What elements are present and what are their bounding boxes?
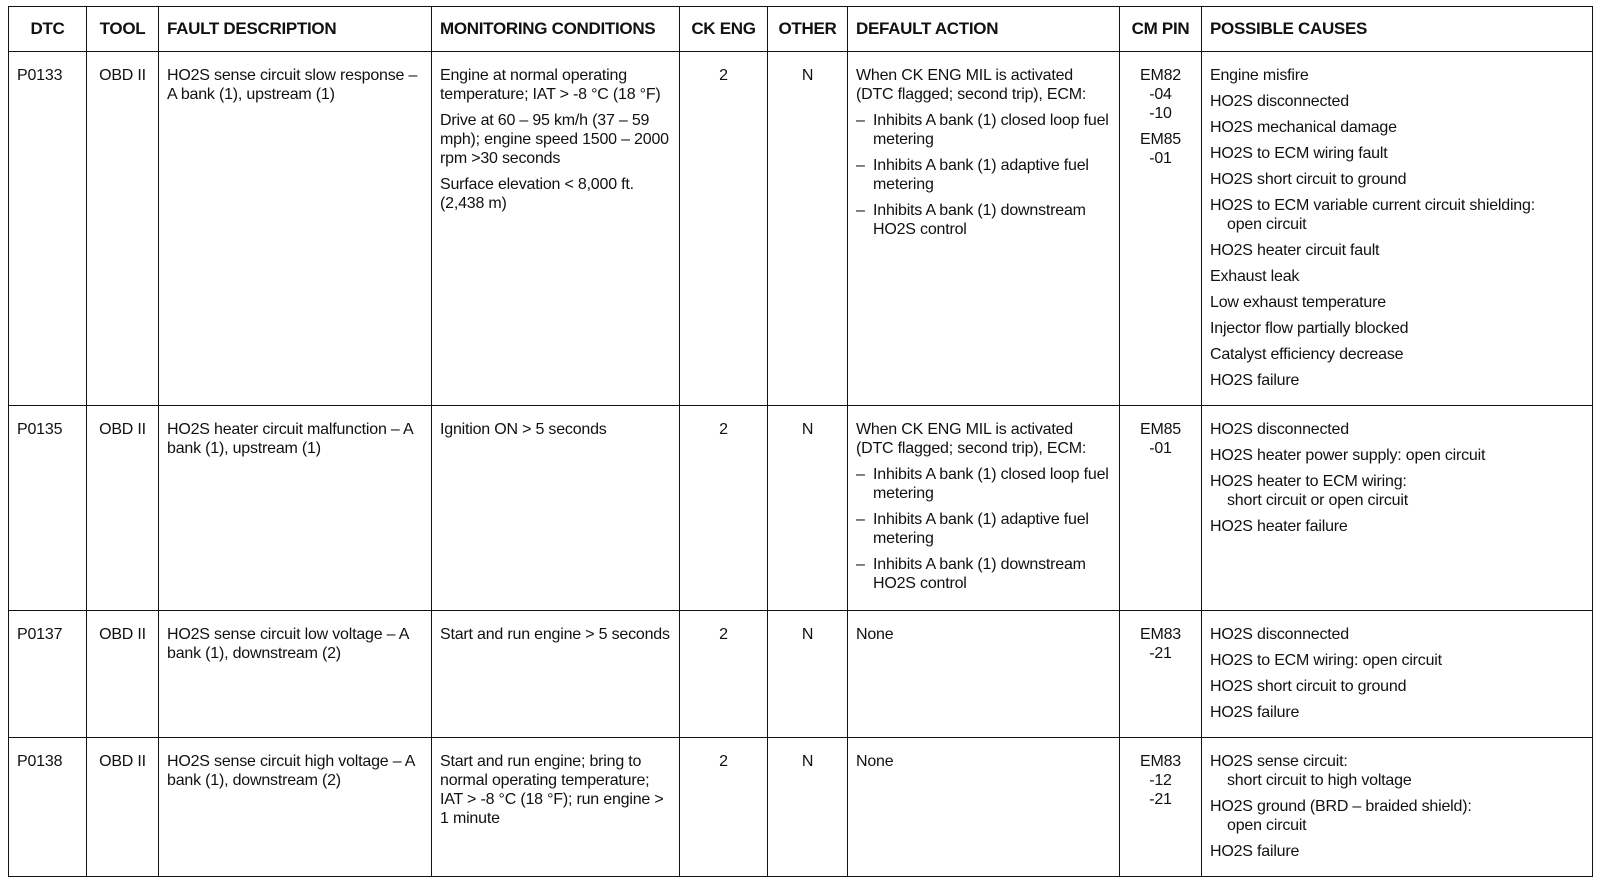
- header-other: OTHER: [768, 7, 848, 52]
- monitoring-conditions-cell: [432, 52, 680, 406]
- monitoring-paragraph: Drive at 60 – 95 km/h (37 – 59 mph); engine speed 1500 – 2000 rpm >30 seconds: [440, 112, 669, 167]
- monitoring-paragraph: Surface elevation < 8,000 ft. (2,438 m): [440, 176, 634, 212]
- cause-text: Engine misfire: [1210, 67, 1309, 84]
- cause-item: [1210, 170, 1584, 189]
- pin-value: -10: [1149, 105, 1172, 122]
- cause-text: Injector flow partially blocked: [1210, 320, 1409, 337]
- pin-value: -21: [1149, 645, 1172, 662]
- fault-line: HO2S sense circuit high voltage – A bank (1), downstream (2): [167, 753, 415, 789]
- cause-item: [1210, 241, 1584, 260]
- possible-causes-cell: [1202, 52, 1593, 406]
- cause-item: [1210, 267, 1584, 286]
- possible-causes-cell: [1202, 406, 1593, 611]
- fault-description-cell: [159, 52, 432, 406]
- other-cell: N: [768, 52, 848, 406]
- bullet-dash: –: [856, 466, 865, 483]
- header-tool: TOOL: [87, 7, 159, 52]
- bullet-dash: –: [856, 112, 865, 129]
- pin-value: EM85: [1140, 421, 1181, 438]
- default-action-cell: [848, 611, 1120, 738]
- pin-value: -04: [1149, 86, 1172, 103]
- bullet-dash: –: [856, 157, 865, 174]
- pin-value: -01: [1149, 150, 1172, 167]
- cause-item: [1210, 118, 1584, 137]
- tool-cell: OBD II: [87, 406, 159, 611]
- cause-text: Exhaust leak: [1210, 268, 1300, 285]
- dtc-cell: P0135: [9, 406, 87, 611]
- bullet-text: Inhibits A bank (1) closed loop fuel metering: [873, 466, 1109, 502]
- ck-eng-cell: 2: [680, 52, 768, 406]
- dtc-table-container: [8, 6, 1592, 877]
- cm-pin-cell: [1120, 406, 1202, 611]
- default-action-bullet: [856, 465, 1111, 503]
- table-row: [9, 611, 1593, 738]
- cause-item: [1210, 446, 1584, 465]
- table-row: [9, 52, 1593, 406]
- cause-item: [1210, 651, 1584, 670]
- header-row: [9, 7, 1593, 52]
- ck-eng-cell: 2: [680, 738, 768, 877]
- dtc-cell: P0137: [9, 611, 87, 738]
- fault-description-cell: [159, 406, 432, 611]
- cause-text: Catalyst efficiency decrease: [1210, 346, 1404, 363]
- cause-text: HO2S failure: [1210, 843, 1300, 860]
- fault-line: HO2S sense circuit slow response –: [167, 67, 418, 84]
- cause-item: [1210, 677, 1584, 696]
- header-cm-pin: CM PIN: [1120, 7, 1202, 52]
- cause-item: [1210, 420, 1584, 439]
- cause-text: HO2S to ECM variable current circuit shielding:: [1210, 197, 1535, 214]
- pin-value: EM83: [1140, 753, 1181, 770]
- default-action-bullet: [856, 156, 1111, 194]
- monitoring-paragraph: Ignition ON > 5 seconds: [440, 421, 607, 438]
- cause-text: HO2S to ECM wiring fault: [1210, 145, 1388, 162]
- pin-value: EM85: [1140, 131, 1181, 148]
- cause-text: HO2S short circuit to ground: [1210, 171, 1407, 188]
- pin-group: [1122, 752, 1199, 809]
- bullet-dash: –: [856, 511, 865, 528]
- dtc-cell: P0133: [9, 52, 87, 406]
- monitoring-paragraph: Start and run engine > 5 seconds: [440, 626, 670, 643]
- bullet-dash: –: [856, 202, 865, 219]
- monitoring-paragraph: Engine at normal operating temperature; IAT > -8 °C (18 °F): [440, 67, 661, 103]
- tool-cell: OBD II: [87, 611, 159, 738]
- default-action-bullet: [856, 201, 1111, 239]
- other-cell: N: [768, 738, 848, 877]
- default-action-intro: When CK ENG MIL is activated (DTC flagged; second trip), ECM:: [856, 67, 1087, 103]
- tool-cell: OBD II: [87, 738, 159, 877]
- bullet-dash: –: [856, 556, 865, 573]
- pin-value: EM82: [1140, 67, 1181, 84]
- pin-value: -01: [1149, 440, 1172, 457]
- fault-line: A bank (1), upstream (1): [167, 86, 335, 103]
- header-default-action: DEFAULT ACTION: [848, 7, 1120, 52]
- fault-description-cell: [159, 738, 432, 877]
- pin-group: [1122, 420, 1199, 458]
- cause-text: HO2S failure: [1210, 372, 1300, 389]
- cause-item: [1210, 472, 1584, 510]
- default-action-bullet: [856, 555, 1111, 593]
- fault-line: HO2S heater circuit malfunction – A bank (1), upstream (1): [167, 421, 413, 457]
- fault-description-cell: [159, 611, 432, 738]
- ck-eng-cell: 2: [680, 611, 768, 738]
- bullet-text: Inhibits A bank (1) downstream HO2S control: [873, 556, 1086, 592]
- cause-text: HO2S disconnected: [1210, 93, 1349, 110]
- cause-item: [1210, 625, 1584, 644]
- default-action-intro: When CK ENG MIL is activated (DTC flagged; second trip), ECM:: [856, 421, 1087, 457]
- cause-item: [1210, 144, 1584, 163]
- dtc-cell: P0138: [9, 738, 87, 877]
- pin-value: -12: [1149, 772, 1172, 789]
- cause-text: HO2S mechanical damage: [1210, 119, 1397, 136]
- cause-continuation: short circuit or open circuit: [1227, 492, 1408, 509]
- cause-text: HO2S heater failure: [1210, 518, 1348, 535]
- default-action-intro: None: [856, 753, 894, 770]
- default-action-bullet: [856, 510, 1111, 548]
- other-cell: N: [768, 406, 848, 611]
- default-action-cell: [848, 52, 1120, 406]
- pin-group: [1122, 625, 1199, 663]
- header-possible-causes: POSSIBLE CAUSES: [1202, 7, 1593, 52]
- cause-continuation: open circuit: [1227, 817, 1307, 834]
- cause-text: HO2S sense circuit:: [1210, 753, 1348, 770]
- tool-cell: OBD II: [87, 52, 159, 406]
- cause-text: HO2S failure: [1210, 704, 1300, 721]
- cause-text: HO2S heater power supply: open circuit: [1210, 447, 1486, 464]
- cause-text: HO2S heater circuit fault: [1210, 242, 1380, 259]
- monitoring-paragraph: Start and run engine; bring to normal operating temperature; IAT > -8 °C (18 °F); run engine > 1 minute: [440, 753, 664, 827]
- cause-item: [1210, 293, 1584, 312]
- default-action-cell: [848, 738, 1120, 877]
- monitoring-conditions-cell: [432, 406, 680, 611]
- bullet-text: Inhibits A bank (1) adaptive fuel metering: [873, 511, 1089, 547]
- possible-causes-cell: [1202, 611, 1593, 738]
- header-ck-eng: CK ENG: [680, 7, 768, 52]
- fault-line: HO2S sense circuit low voltage – A bank (1), downstream (2): [167, 626, 409, 662]
- default-action-cell: [848, 406, 1120, 611]
- table-body: [9, 52, 1593, 877]
- table-row: [9, 738, 1593, 877]
- cause-item: [1210, 345, 1584, 364]
- possible-causes-cell: [1202, 738, 1593, 877]
- cause-item: [1210, 842, 1584, 861]
- cause-continuation: short circuit to high voltage: [1227, 772, 1412, 789]
- table-row: [9, 406, 1593, 611]
- monitoring-conditions-cell: [432, 738, 680, 877]
- bullet-text: Inhibits A bank (1) closed loop fuel metering: [873, 112, 1109, 148]
- cm-pin-cell: [1120, 52, 1202, 406]
- cause-item: [1210, 196, 1584, 234]
- cause-item: [1210, 319, 1584, 338]
- cause-text: Low exhaust temperature: [1210, 294, 1386, 311]
- cause-item: [1210, 703, 1584, 722]
- cause-text: HO2S to ECM wiring: open circuit: [1210, 652, 1442, 669]
- dtc-table: [8, 6, 1593, 877]
- cause-item: [1210, 797, 1584, 835]
- other-cell: N: [768, 611, 848, 738]
- cause-item: [1210, 66, 1584, 85]
- cause-text: HO2S disconnected: [1210, 421, 1349, 438]
- pin-group: [1122, 130, 1199, 168]
- default-action-intro: None: [856, 626, 894, 643]
- cm-pin-cell: [1120, 738, 1202, 877]
- cause-item: [1210, 517, 1584, 536]
- header-monitoring-conditions: MONITORING CONDITIONS: [432, 7, 680, 52]
- pin-value: -21: [1149, 791, 1172, 808]
- cause-text: HO2S ground (BRD – braided shield):: [1210, 798, 1472, 815]
- cause-continuation: open circuit: [1227, 216, 1307, 233]
- cause-text: HO2S short circuit to ground: [1210, 678, 1407, 695]
- pin-group: [1122, 66, 1199, 123]
- cause-item: [1210, 371, 1584, 390]
- monitoring-conditions-cell: [432, 611, 680, 738]
- cause-item: [1210, 92, 1584, 111]
- header-dtc: DTC: [9, 7, 87, 52]
- default-action-bullet: [856, 111, 1111, 149]
- cm-pin-cell: [1120, 611, 1202, 738]
- cause-item: [1210, 752, 1584, 790]
- bullet-text: Inhibits A bank (1) downstream HO2S control: [873, 202, 1086, 238]
- bullet-text: Inhibits A bank (1) adaptive fuel metering: [873, 157, 1089, 193]
- cause-text: HO2S heater to ECM wiring:: [1210, 473, 1407, 490]
- cause-text: HO2S disconnected: [1210, 626, 1349, 643]
- pin-value: EM83: [1140, 626, 1181, 643]
- ck-eng-cell: 2: [680, 406, 768, 611]
- header-fault-description: FAULT DESCRIPTION: [159, 7, 432, 52]
